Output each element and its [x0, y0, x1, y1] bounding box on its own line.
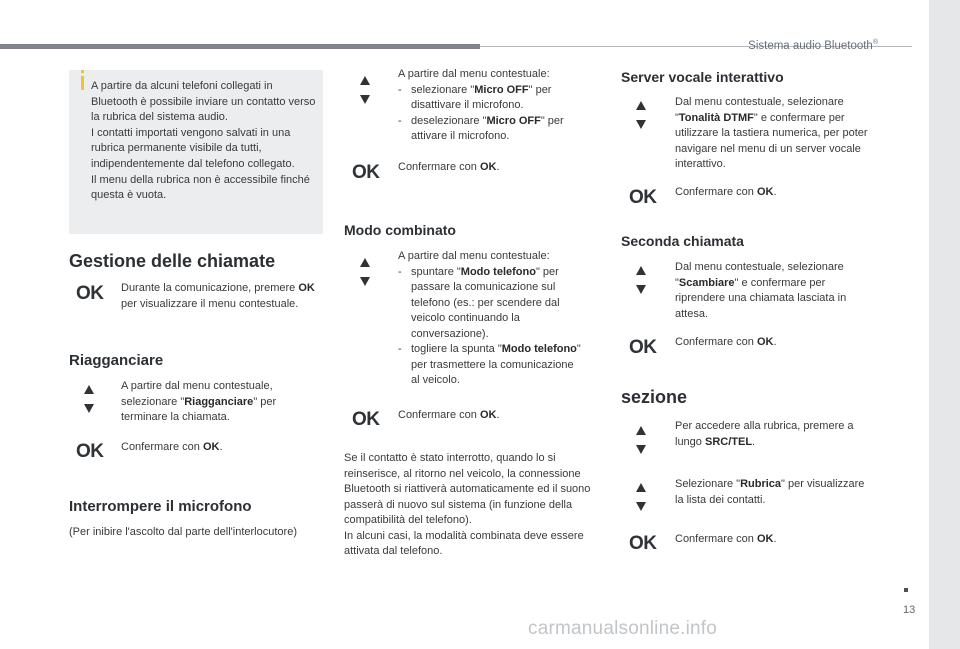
heading-sezione: sezione: [621, 387, 688, 407]
header-rule-dark: [0, 44, 480, 49]
micro-text: A partire dal menu contestuale: - selezionare "Micro OFF" per disattivare il microfono. - deselezionare "Micro OFF" per attivare il microfono.: [398, 67, 598, 145]
interrompere-text: (Per inibire l'ascolto dal parte dell'interlocutore): [69, 526, 297, 538]
header-title: Sistema audio Bluetooth®: [748, 39, 878, 52]
info-box: [69, 70, 323, 234]
seconda-text: Dal menu contestuale, selezionare "Scambiare" e confermare per riprendere una chiamata lasciata in attesa.: [675, 261, 847, 320]
server-confirm: Confermare con OK.: [675, 186, 777, 198]
page-number: 13: [903, 604, 916, 616]
heading-modo-combinato: Modo combinato: [344, 222, 456, 238]
ok-icon: OK: [352, 409, 380, 430]
sezione-confirm: Confermare con OK.: [675, 533, 777, 545]
micro-confirm: Confermare con OK.: [398, 161, 500, 173]
info-text: A partire da alcuni telefoni collegati in Bluetooth è possibile inviare un contatto verso la rubrica del sistema audio. I contatti importati vengono salvati in una rubrica permanente visibile da tutti, indipendentemente dal telefono collegato. Il menu della rubrica non è accessibile finché questa è vuota.: [91, 80, 316, 202]
watermark: carmanualsonline.info: [528, 618, 718, 639]
combinato-text: A partire dal menu contestuale: - spuntare "Modo telefono" per passare la comunicazione sul telefono (es.: per scendere dal veicolo continuando la conversazione). - togliere la spunta "Modo telefono" per trasmettere la comunicazione al veicolo.: [398, 249, 583, 389]
ok-icon: OK: [352, 162, 380, 183]
riagganciare-confirm: Confermare con OK.: [121, 441, 223, 453]
ok-icon: OK: [76, 283, 104, 304]
seconda-confirm: Confermare con OK.: [675, 336, 777, 348]
side-strip: [929, 0, 960, 649]
combinato-note: Se il contatto è stato interrotto, quando lo si reinserisce, al ritorno nel veicolo, la connessione Bluetooth si riattiverà automaticamente ed il suono passerà di nuovo sul sistema (in funzione della compatibilità del telefono). In alcuni casi, la modalità combinata deve essere attivata dal telefono.: [344, 452, 591, 557]
server-text: Dal menu contestuale, selezionare "Tonalità DTMF" e confermare per utilizzare la tastiera numerica, per poter navigare nel menu di un server vocale interattivo.: [675, 96, 868, 170]
ok-icon: OK: [629, 187, 657, 208]
gestione-text: Durante la comunicazione, premere OK per visualizzare il menu contestuale.: [121, 282, 315, 310]
riagganciare-text: A partire dal menu contestuale, selezionare "Riagganciare" per terminare la chiamata.: [121, 380, 277, 423]
info-icon-bar: [81, 76, 84, 90]
combinato-confirm: Confermare con OK.: [398, 409, 500, 421]
page-marker: [904, 588, 908, 592]
heading-interrompere: Interrompere il microfono: [69, 498, 252, 515]
heading-gestione: Gestione delle chiamate: [69, 251, 276, 271]
ok-icon: OK: [629, 533, 657, 554]
heading-seconda-chiamata: Seconda chiamata: [621, 233, 744, 249]
sezione-text-2: Selezionare "Rubrica" per visualizzare la lista dei contatti.: [675, 478, 865, 506]
heading-server-vocale: Server vocale interattivo: [621, 69, 784, 85]
heading-riagganciare: Riagganciare: [69, 352, 164, 369]
sezione-text-1: Per accedere alla rubrica, premere a lungo SRC/TEL.: [675, 420, 854, 448]
ok-icon: OK: [629, 337, 657, 358]
info-icon: [81, 70, 84, 73]
ok-icon: OK: [76, 441, 104, 462]
